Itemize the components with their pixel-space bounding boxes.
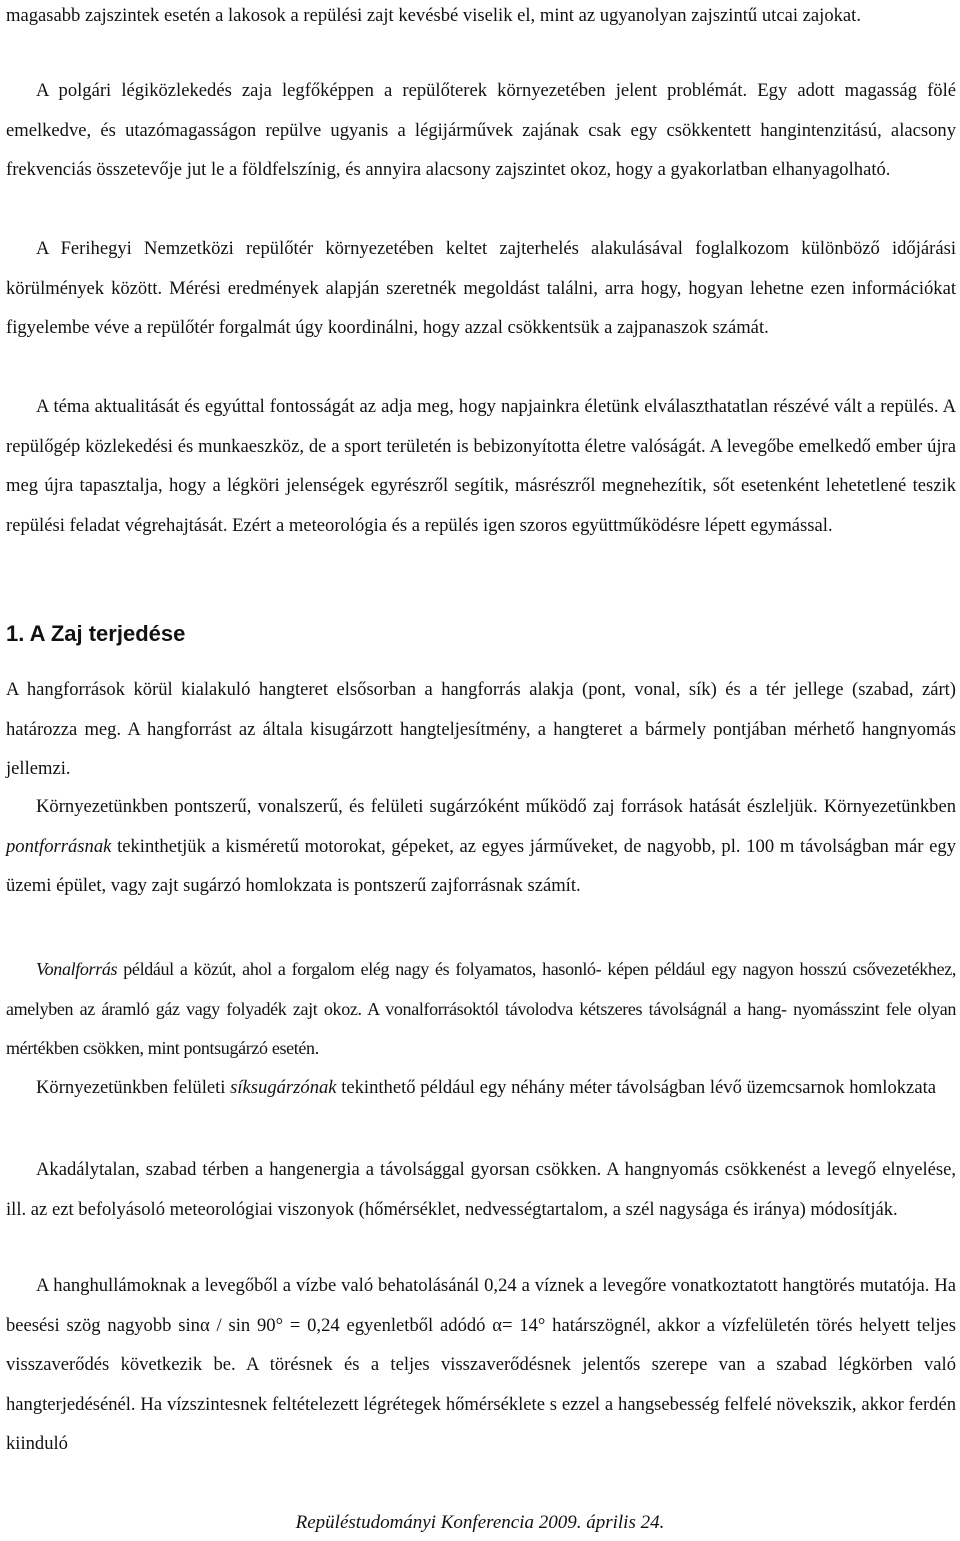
paragraph-line-sources (6, 950, 956, 1069)
paragraph-point-sources (6, 787, 956, 906)
paragraph-topic-relevance: A téma aktualitását és egyúttal fontosságát az adja meg, hogy napjainkra életünk elválaszthatatlan részévé vált a repülés. A repülőgép közlekedési és munkaeszköz, de a sport területén is bebizonyította életre valóságát. A levegőbe emelkedő ember újra meg újra tapasztalja, hogy a légköri jelenségek egyrészről segítik, másrészről megnehezítik, sőt esetenként lehetetlené teszik repülési feladat végrehajtását. Ezért a meteorológia és a repülés igen szoros együttműködésre lépett egymással. (6, 396, 956, 536)
paragraph-noise-tolerance: magasabb zajszintek esetén a lakosok a repülési zajt kevésbé viselik el, mint az ugyanolyan zajszintű utcai zajokat. (6, 5, 861, 26)
line-sources-text: például a közút, ahol a forgalom elég nagy és folyamatos, hasonló- képen például egy nagyon hosszú csővezetékhez, amelyben az áramló gáz vagy folyadék zajt okoz. A vonalforrásoktól távolodva kétszeres távolságnál a hang- nyomásszint fele olyan mértékben csökken, mint pontsugárzó esetén. (6, 959, 956, 1059)
point-sources-text-b: tekinthetjük a kisméretű motorokat, gépeket, az egyes járműveket, de nagyobb, pl. 100 m távolságban már egy üzemi épület, vagy zajt sugárzó homlokzata is pontszerű zajforrásnak számít. (6, 835, 956, 897)
surface-sources-text-b: tekinthető például egy néhány méter távolságban lévő üzemcsarnok homlokzata (336, 1077, 936, 1098)
surface-sources-text-a: Környezetünkben felületi (36, 1077, 231, 1098)
page-footer: Repüléstudományi Konferencia 2009. április 24. (295, 1512, 665, 1533)
paragraph-refraction: A hanghullámoknak a levegőből a vízbe való behatolásánál 0,24 a víznek a levegőre vonatkoztatott hangtörés mutatója. Ha beesési szög nagyobb sinα / sin 90° = 0,24 egyenletből adódó α= 14° határszögnél, akkor a vízfelületén törés helyett teljes visszaverődés következik be. A törésnek és a teljes visszaverődésnek jelentős szerepe van a szabad légkörben való hangterjedésénél. Ha vízszintesnek feltételezett légrétegek hőmérséklete s ezzel a hangsebesség felfelé növekszik, akkor ferdén kiinduló (6, 1275, 956, 1455)
paragraph-ferihegy: A Ferihegyi Nemzetközi repülőtér környezetében keltet zajterhelés alakulásával foglalkozom különböző időjárási körülmények között. Mérési eredmények alapján szeretnék megoldást találni, arra hogy, hogyan lehetne ezen információkat figyelembe véve a repülőtér forgalmát úgy koordinálni, hogy azzal csökkentsük a zajpanaszok számát. (6, 238, 956, 339)
term-siksugarzo: síksugárzónak (230, 1077, 337, 1098)
paragraph-surface-sources (6, 1068, 956, 1108)
term-pontforras: pontforrásnak (6, 835, 112, 857)
point-sources-text-a: Környezetünkben pontszerű, vonalszerű, és felületi sugárzóként működő zaj források hatását észleljük. Környezetünkben (36, 796, 956, 817)
paragraph-free-space: Akadálytalan, szabad térben a hangenergia a távolsággal gyorsan csökken. A hangnyomás csökkenést a levegő elnyelése, ill. az ezt befolyásoló meteorológiai viszonyok (hőmérséklet, nedvességtartalom, a szél nagysága és iránya) módosítják. (6, 1159, 956, 1220)
paragraph-sound-sources: A hangforrások körül kialakuló hangteret elsősorban a hangforrás alakja (pont, vonal, sík) és a tér jellege (szabad, zárt) határozza meg. A hangforrást az általa kisugárzott hangteljesítmény, a hangteret a bármely pontjában mérhető hangnyomás jellemzi. (6, 679, 956, 780)
section-heading: 1. A Zaj terjedése (6, 621, 186, 646)
paragraph-civil-aviation: A polgári légiközlekedés zaja legfőképpen a repülőterek környezetében jelent problémát. Egy adott magasság fölé emelkedve, és utazómagasságon repülve ugyanis a légijárművek zajának csak egy csökkentett hangintenzitású, alacsony frekvenciás összetevője jut le a földfelszínig, és annyira alacsony zajszintet okoz, hogy a gyakorlatban elhanyagolható. (6, 80, 956, 181)
term-vonalforras: Vonalforrás (36, 959, 118, 979)
